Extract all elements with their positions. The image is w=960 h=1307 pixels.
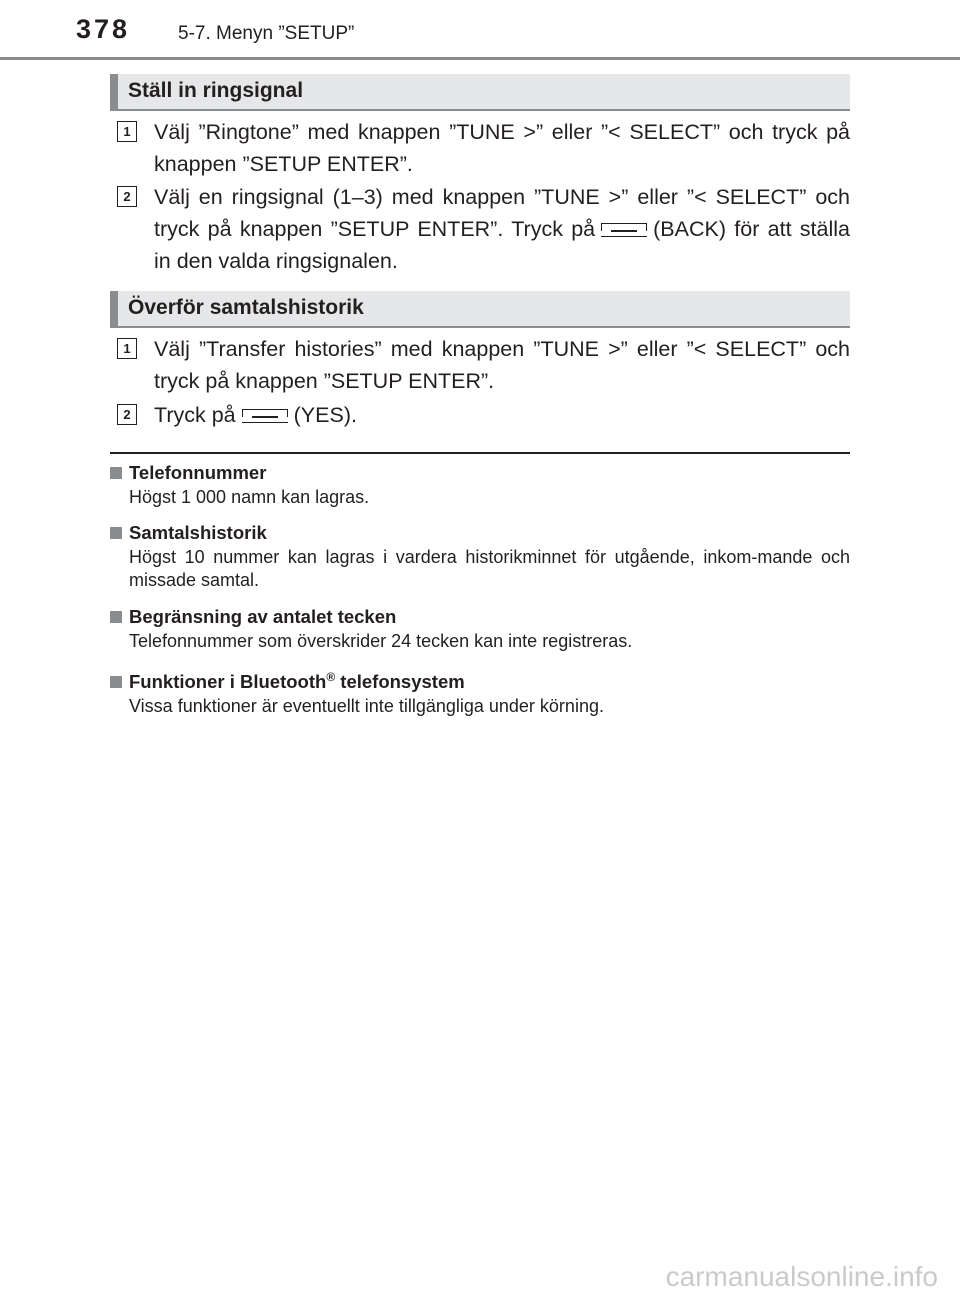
section-heading-transfer (110, 291, 850, 328)
note-heading-text: Telefonnummer (129, 462, 267, 483)
note-body: Vissa funktioner är eventuellt inte tillgängliga under körning. (129, 696, 604, 717)
note-heading-text: Begränsning av antalet tecken (129, 606, 397, 627)
step-text: Välj ”Transfer histories” med knappen ”TUNE >” eller ”< SELECT” och tryck på knappen ”SETUP ENTER”. (154, 337, 850, 393)
section-heading-ringtone (110, 74, 850, 111)
step-text-after: (BACK) för att ställa in den valda ringsignalen. (154, 217, 850, 273)
step-2-transfer (117, 399, 850, 431)
note-bluetooth (110, 664, 850, 718)
section-heading-bar (110, 74, 118, 109)
section-heading-label: Överför samtalshistorik (128, 296, 364, 319)
chapter-title: 5-7. Menyn ”SETUP” (178, 23, 355, 44)
note-body: Telefonnummer som överskrider 24 tecken kan inte registreras. (129, 631, 633, 651)
step-number: 1 (117, 121, 137, 142)
step-text (154, 399, 850, 431)
page-number: 378 (76, 14, 131, 44)
note-heading (110, 664, 850, 695)
step-1-ringtone (117, 116, 850, 180)
step-text: Välj ”Ringtone” med knappen ”TUNE >” eller ”< SELECT” och tryck på knappen ”SETUP ENTER”. (154, 120, 850, 176)
step-1-transfer (117, 333, 850, 397)
note-telefonnummer (110, 460, 850, 509)
header-rule (0, 57, 960, 60)
step-2-ringtone (117, 181, 850, 277)
note-heading (110, 520, 850, 546)
step-text-after: (YES). (293, 403, 357, 427)
step-number: 1 (117, 338, 137, 359)
section-heading-bar (110, 291, 118, 326)
step-number: 2 (117, 186, 137, 207)
note-body: Högst 1 000 namn kan lagras. (129, 487, 370, 507)
note-begransning (110, 604, 850, 653)
step-number: 2 (117, 404, 137, 425)
yes-button-icon (242, 409, 288, 423)
square-bullet-icon (110, 527, 122, 539)
square-bullet-icon (110, 676, 122, 688)
square-bullet-icon (110, 467, 122, 479)
step-text-before: Tryck på (154, 403, 236, 427)
registered-mark: ® (326, 670, 336, 684)
notes-divider (110, 452, 850, 454)
watermark: carmanualsonline.info (665, 1261, 938, 1292)
note-heading (110, 460, 850, 486)
back-button-icon (601, 223, 647, 237)
note-heading-text: Samtalshistorik (129, 522, 267, 543)
note-heading-text-after: telefonsystem (335, 671, 465, 693)
step-text (154, 181, 850, 277)
square-bullet-icon (110, 611, 122, 623)
note-heading-text: Funktioner i Bluetooth (129, 671, 327, 693)
note-samtalshistorik (110, 520, 850, 592)
note-heading (110, 604, 850, 630)
step-text-before: Välj en ringsignal (1–3) med knappen ”TUNE >” eller ”< SELECT” och tryck på knappen ”SETUP ENTER”. Tryck på (154, 185, 850, 241)
note-body: Högst 10 nummer kan lagras i vardera historikminnet för utgående, inkom-mande och missade samtal. (129, 547, 850, 590)
section-heading-label: Ställ in ringsignal (128, 79, 304, 102)
